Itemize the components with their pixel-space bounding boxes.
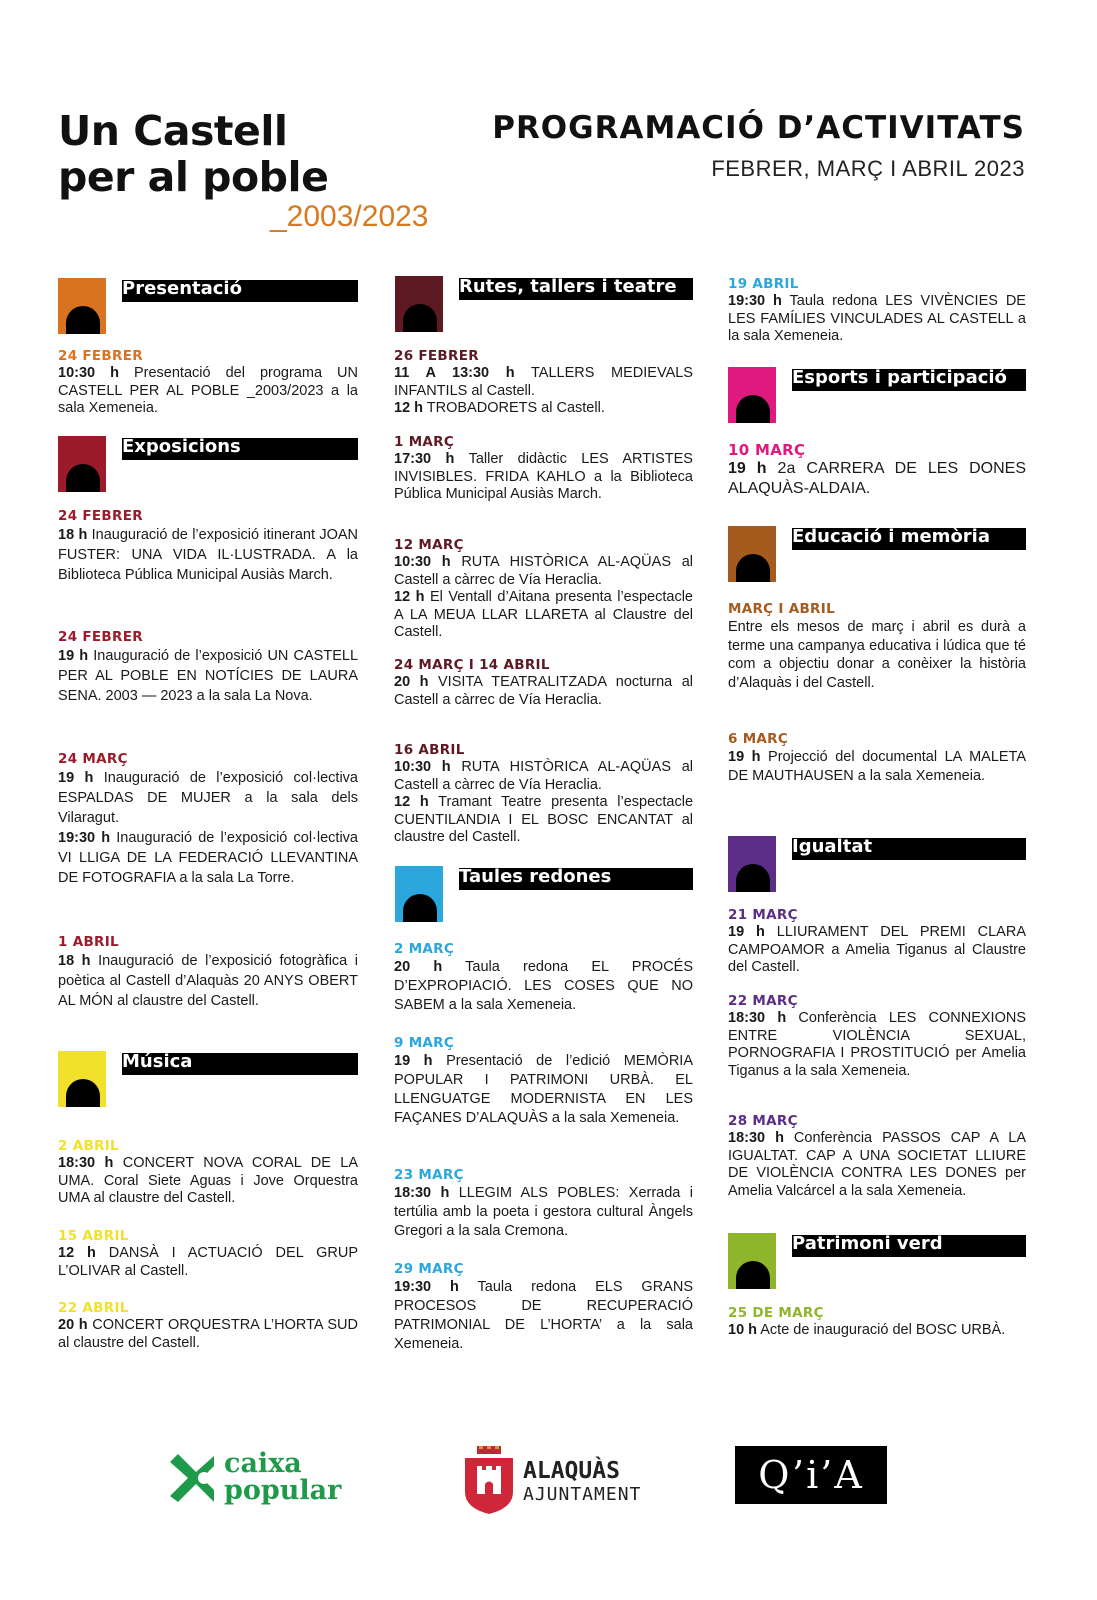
ajuntament-label: AJUNTAMENT [523, 1484, 642, 1505]
section-title: Música [122, 1051, 193, 1072]
section-title: Esports i participació [792, 367, 1007, 388]
event-text: 19 h LLIURAMENT DEL PREMI CLARA CAMPOAMOR a Amelia Tiganus al Claustre del Castell. [728, 924, 1026, 975]
section-title: Presentació [122, 278, 242, 299]
caixa-popular-icon [166, 1452, 216, 1504]
event-text: 18:30 h CONCERT NOVA CORAL DE LA UMA. Coral Siete Aguas i Jove Orquestra UMA al claustre del Castell. [58, 1155, 358, 1206]
event-date: 19 ABRIL [728, 276, 799, 292]
event-item [58, 508, 358, 585]
event-text: 18:30 h LLEGIM ALS POBLES: Xerrada i tertúlia amb la poeta i gestora cultural Àngels Gregori a la sala Cremona. [394, 1185, 693, 1239]
event-text: 11 A 13:30 h TALLERS MEDIEVALS INFANTILS al Castell. 12 h TROBADORETS al Castell. [394, 365, 693, 416]
section-igualtat [728, 836, 1026, 896]
event-date: 24 MARÇ [58, 751, 128, 767]
event-item [394, 1167, 693, 1241]
event-item [394, 1261, 693, 1354]
alaquas-name: ALAQUÀS [523, 1458, 620, 1484]
event-date: 21 MARÇ [728, 907, 798, 923]
event-text: 19:30 h Taula redona ELS GRANS PROCESOS DE RECUPERACIÓ PATRIMONIAL DE L’HORTA’ a la sala Xemeneia. [394, 1279, 693, 1352]
event-text: 19 h Inauguració de l’exposició UN CASTELL PER AL POBLE EN NOTÍCIES DE LAURA SENA. 2003 — 2023 a la sala La Nova. [58, 648, 359, 704]
event-date: 24 FEBRER [58, 508, 143, 524]
section-title: Exposicions [122, 436, 241, 457]
event-item [728, 1305, 1026, 1340]
castle-door-icon [395, 866, 443, 922]
event-item [58, 1138, 358, 1208]
event-text: 19 h Projecció del documental LA MALETA DE MAUTHAUSEN a la sala Xemeneia. [728, 749, 1027, 784]
section-title: Igualtat [792, 836, 873, 857]
event-date: 23 MARÇ [394, 1167, 464, 1183]
castle-door-icon [728, 526, 776, 582]
event-date: MARÇ I ABRIL [728, 601, 835, 617]
event-item [394, 537, 693, 642]
event-text: 18:30 h Conferència LES CONNEXIONS ENTRE VIOLÈNCIA SEXUAL, PORNOGRAFIA I PROSTITUCIÓ per Amelia Tiganus a la sala Xemeneia. [728, 1010, 1026, 1079]
section-esports [728, 367, 1026, 427]
section-title: Rutes, tallers i teatre [459, 276, 677, 297]
event-item [58, 348, 358, 418]
castle-door-icon [728, 1233, 776, 1289]
title-line-1: Un Castell [58, 107, 288, 155]
event-item [728, 442, 1026, 499]
event-item [394, 742, 693, 847]
main-title [58, 107, 429, 233]
event-date: 1 ABRIL [58, 934, 119, 950]
event-text: 19:30 h Taula redona LES VIVÈNCIES DE LES FAMÍLIES VINCULADES AL CASTELL a la sala Xemeneia. [728, 293, 1026, 344]
section-musica [58, 1051, 358, 1111]
section-title: Educació i memòria [792, 526, 990, 547]
section-taules [395, 866, 693, 926]
castle-door-icon [395, 276, 443, 332]
castle-door-icon [58, 1051, 106, 1107]
event-text: 10:30 h Presentació del programa UN CASTELL PER AL POBLE _2003/2023 a la sala Xemeneia. [58, 365, 358, 416]
event-item [58, 751, 358, 888]
event-item [728, 993, 1026, 1080]
caixa-popular-wordmark: caixa popular [224, 1448, 342, 1506]
section-exposicions [58, 436, 358, 496]
event-item [728, 907, 1026, 977]
castle-door-icon [58, 278, 106, 334]
section-title: Patrimoni verd [792, 1233, 943, 1254]
event-item [728, 601, 1026, 692]
event-item [58, 1228, 358, 1280]
event-item [394, 941, 693, 1015]
event-text: 19 h Presentació de l’edició MEMÒRIA POPULAR I PATRIMONI URBÀ. EL LLENGUATGE MODERNISTA EN LES FAÇANES D’ALAQUÀS a la sala Xemeneia. [394, 1053, 694, 1126]
alaquas-shield-icon [463, 1446, 515, 1514]
section-presentacio [58, 278, 358, 338]
event-text: 10:30 h RUTA HISTÒRICA AL-AQÜAS al Castell a càrrec de Vía Heraclia. 12 h El Ventall d’Aitana presenta l’espectacle A LA MEUA LLAR LLARETA al Claustre del Castell. [394, 554, 693, 640]
event-date: 9 MARÇ [394, 1035, 455, 1051]
event-item [728, 276, 1026, 346]
program-title: PROGRAMACIÓ D’ACTIVITATS [492, 110, 1025, 146]
event-date: 22 ABRIL [58, 1300, 129, 1316]
section-patrimoni [728, 1233, 1026, 1293]
event-date: 29 MARÇ [394, 1261, 464, 1277]
event-text: 18 h Inauguració de l’exposició itinerant JOAN FUSTER: UNA VIDA IL·LUSTRADA. A la Biblioteca Pública Municipal Ausiàs March. [58, 527, 358, 583]
event-item [58, 934, 358, 1011]
event-item [394, 657, 693, 709]
ajuntament-alaquas-logo [463, 1440, 642, 1520]
event-date: 26 FEBRER [394, 348, 479, 364]
event-text: 20 h Taula redona EL PROCÉS D’EXPROPIACIÓ. LES COSES QUE NO SABEM a la sala Xemeneia. [394, 959, 694, 1013]
event-text: 20 h VISITA TEATRALITZADA nocturna al Castell a càrrec de Vía Heraclia. [394, 674, 693, 708]
event-text: 20 h CONCERT ORQUESTRA L’HORTA SUD al claustre del Castell. [58, 1317, 358, 1351]
event-date: 16 ABRIL [394, 742, 465, 758]
section-rutes [395, 276, 693, 336]
event-text: 10:30 h RUTA HISTÒRICA AL-AQÜAS al Castell a càrrec de Vía Heraclia. 12 h Tramant Teatre presenta l’espectacle CUENTILANDIA I EL BOSC ENCANTAT al claustre del Castell. [394, 759, 694, 845]
castle-door-icon [728, 836, 776, 892]
event-text: Entre els mesos de març i abril es durà a terme una campanya educativa i lúdica que té com a objectiu donar a conèixer la història d’Alaquàs i del Castell. [728, 619, 1026, 691]
event-text: 12 h DANSÀ I ACTUACIÓ DEL GRUP L’OLIVAR al Castell. [58, 1245, 359, 1279]
event-date: 2 ABRIL [58, 1138, 119, 1154]
caixa-popular-logo [166, 1450, 366, 1510]
event-item [58, 1300, 358, 1352]
event-text: 19 h Inauguració de l’exposició col·lectiva ESPALDAS DE MUJER a la sala dels Vilaragut. 19:30 h Inauguració de l’exposició col·lectiva VI LLIGA DE LA FEDERACIÓ LLEVANTINA DE FOTOGRAFIA a la sala La Torre. [58, 770, 358, 886]
event-date: 10 MARÇ [728, 441, 806, 459]
event-date: 24 FEBRER [58, 629, 143, 645]
event-date: 24 MARÇ I 14 ABRIL [394, 657, 550, 673]
event-date: 6 MARÇ [728, 731, 789, 747]
event-item [58, 629, 358, 706]
castle-door-icon [728, 367, 776, 423]
section-title: Taules redones [459, 866, 612, 887]
event-date: 1 MARÇ [394, 434, 455, 450]
event-item [394, 348, 693, 418]
event-item [728, 731, 1026, 786]
event-date: 12 MARÇ [394, 537, 464, 553]
event-date: 28 MARÇ [728, 1113, 798, 1129]
event-text: 17:30 h Taller didàctic LES ARTISTES INVISIBLES. FRIDA KAHLO a la Biblioteca Pública Municipal Ausiàs March. [394, 451, 693, 502]
castle-door-icon [58, 436, 106, 492]
sponsor-logos [0, 1440, 1097, 1540]
event-date: 25 DE MARÇ [728, 1305, 824, 1321]
event-text: 18 h Inauguració de l’exposició fotogràfica i poètica al Castell d’Alaquàs 20 ANYS OBERT AL MÓN al claustre del Castell. [58, 953, 359, 1009]
event-date: 22 MARÇ [728, 993, 798, 1009]
event-item [728, 1113, 1026, 1200]
event-text: 19 h 2a CARRERA DE LES DONES ALAQUÀS-ALDAIA. [728, 460, 1026, 497]
event-date: 24 FEBRER [58, 348, 143, 364]
section-educacio [728, 526, 1026, 586]
event-date: 2 MARÇ [394, 941, 455, 957]
event-date: 15 ABRIL [58, 1228, 129, 1244]
event-item [394, 434, 693, 504]
title-years: _2003/2023 [270, 200, 429, 233]
program-dates: FEBRER, MARÇ I ABRIL 2023 [711, 156, 1025, 181]
event-item [394, 1035, 693, 1128]
qia-logo: Q’i’A [735, 1446, 887, 1504]
title-line-2: per al poble [58, 153, 329, 201]
event-text: 18:30 h Conferència PASSOS CAP A LA IGUALTAT. CAP A UNA SOCIETAT LLIURE DE VIOLÈNCIA CONTRA LES DONES per Amelia Valcárcel a la sala Xemeneia. [728, 1130, 1026, 1199]
event-text: 10 h Acte de inauguració del BOSC URBÀ. [728, 1322, 1006, 1338]
